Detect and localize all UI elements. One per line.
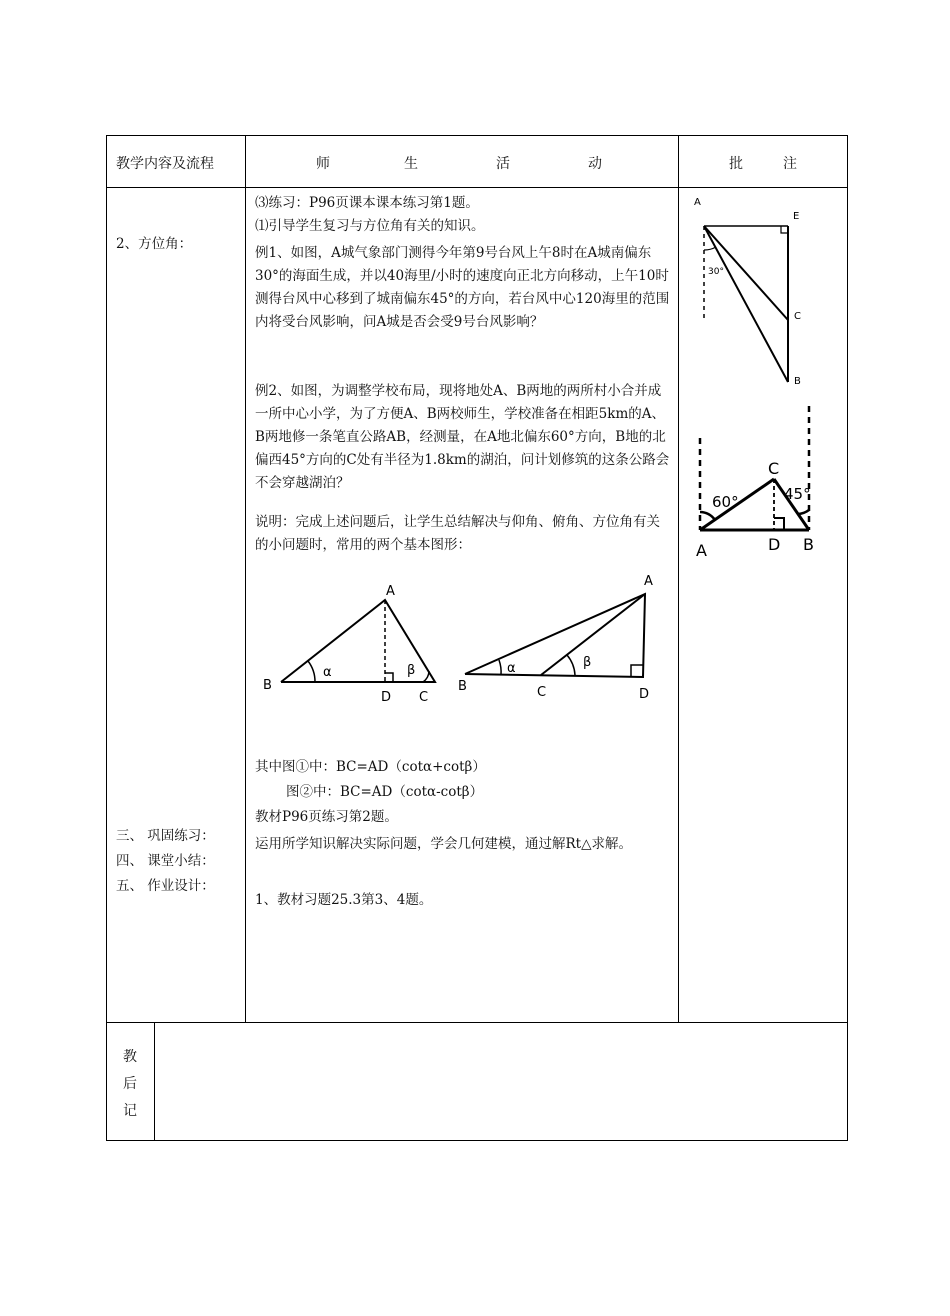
side2-label-b: B [803, 535, 814, 554]
basic-figures [255, 570, 671, 710]
footer-label-char-2: 后 [123, 1076, 137, 1092]
formula-figure-2: 图②中：BC=AD（cotα-cotβ） [286, 784, 484, 800]
fig1-label-beta: β [407, 663, 416, 678]
formula-figure-1: 其中图①中：BC=AD（cotα+cotβ） [255, 759, 486, 775]
side1-label-e: E [793, 211, 800, 222]
exercise-text: 教材P96页练习第2题。 [255, 809, 398, 825]
note-text: 说明：完成上述问题后，让学生总结解决与仰角、俯角、方位角有关的小问题时，常用的两个基本图形： [255, 514, 660, 553]
side1-label-a: A [694, 197, 701, 208]
practice-line: ⑶练习：P96页课本课本练习第1题。 [255, 195, 479, 211]
side2-label-d: D [768, 535, 781, 554]
header-notes-char-1: 批 [729, 156, 743, 172]
review-line: ⑴引导学生复习与方位角有关的知识。 [255, 218, 485, 234]
header-notes-char-2: 注 [783, 156, 797, 172]
example-1: 例1、如图，A城气象部门测得今年第9号台风上午8时在A城南偏东30°的海面生成，并以40海里/小时的速度向正北方向移动，上午10时测得台风中心移到了城南偏东45°的方向，若台风中心120海里的范围内将受台风影响，问A城是否会受9号台风影响？ [255, 245, 670, 330]
header-content-flow: 教学内容及流程 [116, 156, 214, 172]
side-figure-1 [688, 192, 808, 392]
fig1-label-alpha: α [323, 665, 332, 680]
fig1-label-a: A [386, 584, 395, 599]
fig2-label-a: A [644, 574, 653, 589]
header-activity-char-2: 生 [404, 156, 418, 172]
side2-label-c: C [768, 459, 780, 478]
fig2-label-b: B [458, 679, 467, 694]
summary-text: 运用所学知识解决实际问题，学会几何建模，通过解Rt△求解。 [255, 836, 632, 852]
header-activity-char-1: 师 [316, 156, 330, 172]
section-direction-angle: 2、方位角： [116, 236, 193, 252]
fig2-label-c: C [537, 685, 547, 700]
side1-label-b: B [794, 376, 801, 387]
side2-label-a: A [696, 541, 707, 560]
footer-label-char-1: 教 [123, 1049, 137, 1065]
side2-label-angle-b: 45° [784, 485, 811, 503]
side-figure-2 [688, 400, 828, 560]
side1-label-angle: 30° [708, 267, 724, 277]
figure-2 [465, 594, 645, 677]
side2-label-angle-a: 60° [712, 493, 739, 511]
homework-text: 1、教材习题25.3第3、4题。 [255, 892, 433, 908]
fig1-label-b: B [263, 678, 272, 693]
fig1-label-d: D [381, 690, 392, 705]
footer-label-char-3: 记 [123, 1103, 137, 1119]
fig2-label-alpha: α [507, 661, 516, 676]
section-practice: 三、 巩固练习： [116, 828, 215, 844]
header-activity-char-3: 活 [496, 156, 510, 172]
side1-label-c: C [794, 311, 801, 322]
header-activity-char-4: 动 [588, 156, 602, 172]
fig2-label-d: D [639, 687, 650, 702]
section-homework: 五、 作业设计： [116, 878, 215, 894]
fig1-label-c: C [419, 690, 429, 705]
fig2-label-beta: β [583, 655, 592, 670]
example-2: 例2、如图，为调整学校布局，现将地处A、B两地的两所村小合并成一所中心小学，为了方便A、B两校师生，学校准备在相距5km的A、B两地修一条笔直公路AB，经测量，在A地北偏东60°方向，B地的北偏西45°方向的C处有半径为1.8km的湖泊，问计划修筑的这条公路会不会穿越湖泊？ [255, 383, 670, 491]
section-summary: 四、 课堂小结： [116, 853, 215, 869]
